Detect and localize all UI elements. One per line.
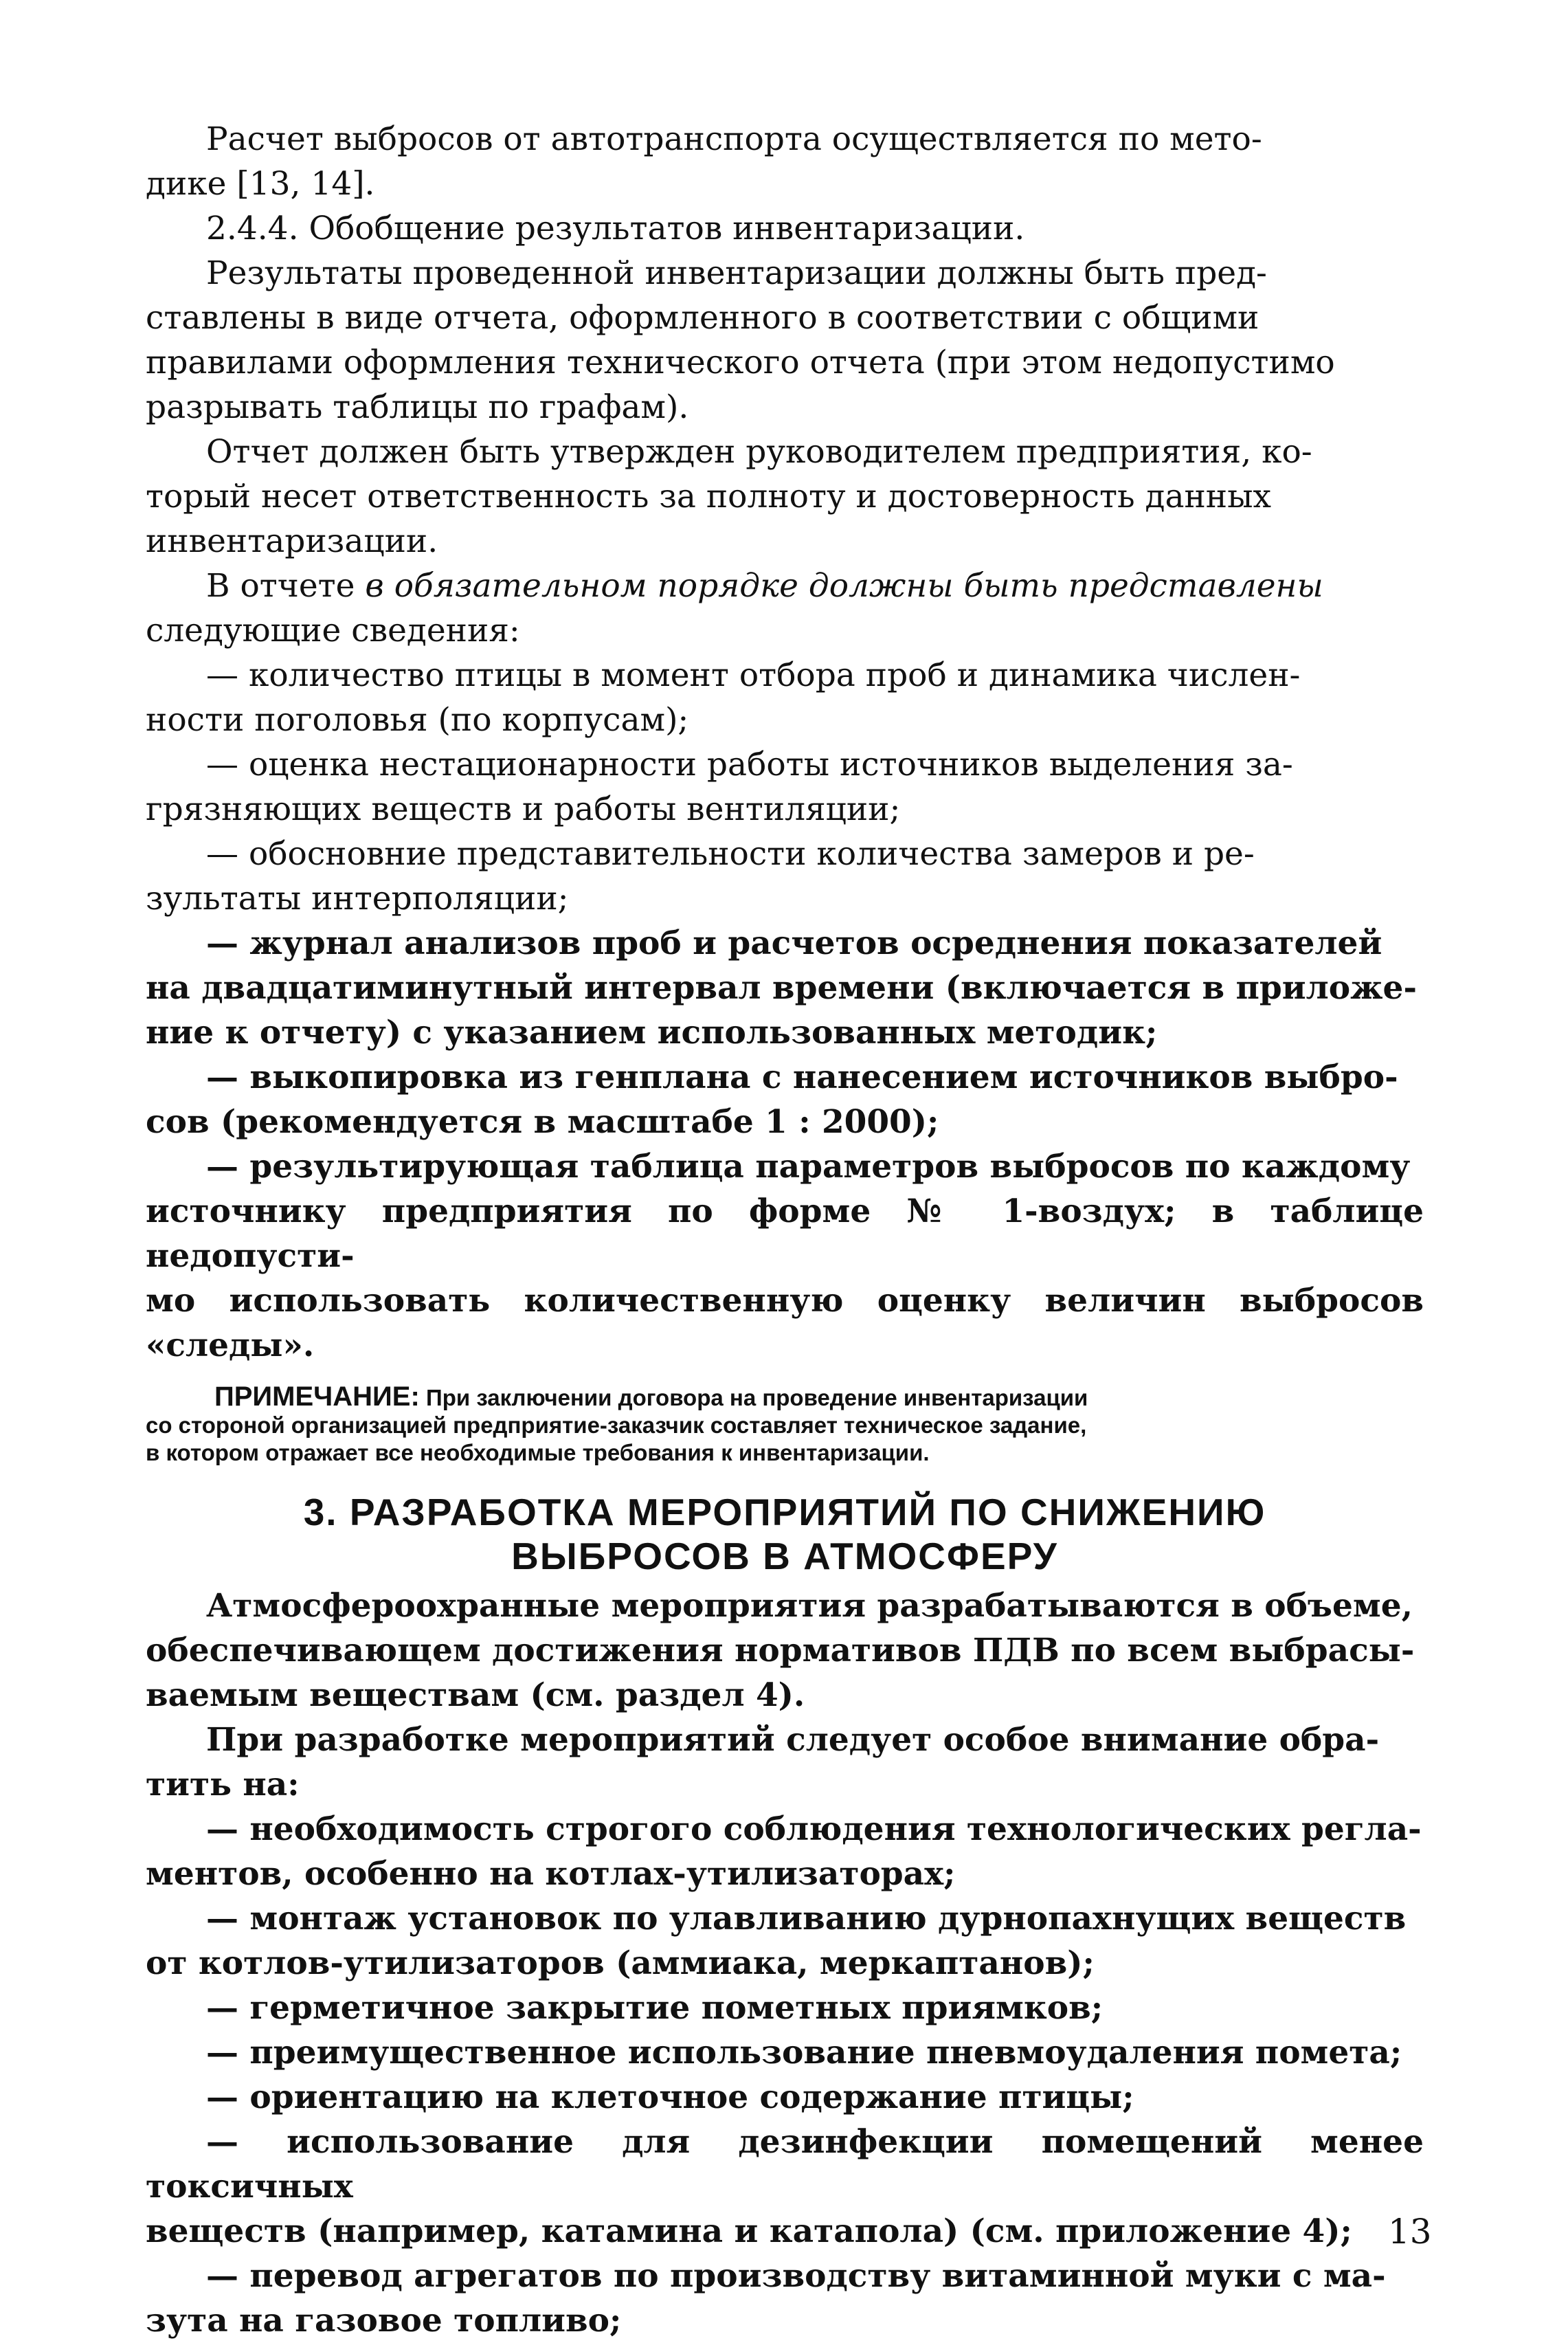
text-line: ваемым веществам (см. раздел 4).: [146, 1676, 805, 1714]
text-line: мо использовать количественную оценку величин выбросов «следы».: [146, 1282, 1424, 1364]
text-line: — обосновние представительности количества замеров и ре-: [206, 835, 1255, 873]
text-line: следующие сведения:: [146, 612, 520, 649]
section-heading-3: [146, 1490, 1424, 1578]
paragraph-measures-scope: [146, 1584, 1424, 1718]
list-item: [146, 2254, 1424, 2343]
text-line: ментов, особенно на котлах-утилизаторах;: [146, 1855, 956, 1893]
text-line: в котором отражает все необходимые требования к инвентаризации.: [146, 1440, 930, 1465]
section-top: [146, 117, 1424, 2343]
text-line: Результаты проведенной инвентаризации должны быть пред-: [206, 254, 1267, 292]
heading-line: ВЫБРОСОВ В АТМОСФЕРУ: [511, 1535, 1058, 1577]
text-line: тить на:: [146, 1766, 300, 1803]
text-line: — перевод агрегатов по производству витаминной муки с ма-: [206, 2257, 1386, 2295]
text-line: При заключении договора на проведение инвентаризации: [419, 1385, 1088, 1410]
text-line: разрывать таблицы по графам).: [146, 388, 689, 426]
paragraph-vehicle-emissions: [146, 117, 1424, 206]
list-item: [146, 1896, 1424, 1986]
paragraph-report-approval: [146, 430, 1424, 564]
text-line: — журнал анализов проб и расчетов осреднения показателей: [206, 924, 1382, 962]
list-item: [146, 1807, 1424, 1896]
text-line: — необходимость строгого соблюдения технологических регла-: [206, 1810, 1422, 1848]
text-line: источнику предприятия по форме № 1-воздух; в таблице недопусти-: [146, 1192, 1424, 1275]
list-item: [146, 1144, 1424, 1368]
text-line: инвентаризации.: [146, 522, 438, 560]
note-block: [146, 1383, 1424, 1467]
note-label: ПРИМЕЧАНИЕ:: [214, 1381, 420, 1412]
text-line: дике [13, 14].: [146, 165, 375, 203]
text-line: правилами оформления технического отчета (при этом недопустимо: [146, 344, 1335, 381]
text-line: — использование для дезинфекции помещений менее токсичных: [146, 2123, 1424, 2206]
page-number: 13: [1388, 2212, 1432, 2252]
paragraph-results-report: [146, 251, 1424, 430]
subsection-heading-2-4-4: 2.4.4. Обобщение результатов инвентаризации.: [206, 210, 1025, 247]
italic-text: в обязательном порядке должны быть представлены: [365, 567, 1323, 605]
list-item: [146, 653, 1424, 742]
heading-line: 3. РАЗРАБОТКА МЕРОПРИЯТИЙ ПО СНИЖЕНИЮ: [303, 1491, 1266, 1533]
list-item: — герметичное закрытие пометных приямков;: [206, 1989, 1104, 2027]
list-item: [146, 1055, 1424, 1144]
text-line: При разработке мероприятий следует особое внимание обра-: [206, 1721, 1380, 1759]
paragraph-special-attention: [146, 1718, 1424, 1807]
list-item: — ориентацию на клеточное содержание птицы;: [206, 2078, 1134, 2116]
text-line: зута на газовое топливо;: [146, 2302, 622, 2340]
text-line: зультаты интерполяции;: [146, 880, 569, 918]
text-line: со стороной организацией предприятие-заказчик составляет техническое задание,: [146, 1412, 1087, 1438]
text-line: — оценка нестационарности работы источников выделения за-: [206, 746, 1293, 784]
text-line: — монтаж установок по улавливанию дурнопахнущих веществ: [206, 1900, 1407, 1937]
text-line: веществ (например, катамина и катапола) (см. приложение 4);: [146, 2212, 1352, 2250]
text-line: от котлов-утилизаторов (аммиака, меркаптанов);: [146, 1944, 1095, 1982]
text-line: сов (рекомендуется в масштабе 1 : 2000);: [146, 1103, 939, 1141]
text-line: В отчете: [206, 567, 366, 605]
text-line: ние к отчету) с указанием использованных методик;: [146, 1014, 1158, 1052]
text-line: — количество птицы в момент отбора проб и динамика числен-: [206, 656, 1301, 694]
text-line: обеспечивающем достижения нормативов ПДВ по всем выбрасы-: [146, 1632, 1415, 1669]
paragraph-required-info: [146, 564, 1424, 653]
text-line: — выкопировка из генплана с нанесением источников выбро-: [206, 1058, 1398, 1096]
text-line: Атмосфероохранные мероприятия разрабатываются в объеме,: [206, 1587, 1413, 1625]
list-item: — преимущественное использование пневмоудаления помета;: [206, 2034, 1402, 2072]
text-line: грязняющих веществ и работы вентиляции;: [146, 790, 901, 828]
text-line: ности поголовья (по корпусам);: [146, 701, 689, 739]
list-item: [146, 832, 1424, 921]
list-item: [146, 921, 1424, 1055]
text-line: ставлены в виде отчета, оформленного в соответствии с общими: [146, 299, 1259, 337]
list-item: [146, 742, 1424, 832]
text-line: — результирующая таблица параметров выбросов по каждому: [206, 1148, 1411, 1186]
text-line: Отчет должен быть утвержден руководителем предприятия, ко-: [206, 433, 1312, 471]
text-line: на двадцатиминутный интервал времени (включается в приложе-: [146, 969, 1417, 1007]
list-item: [146, 2120, 1424, 2254]
text-line: торый несет ответственность за полноту и достоверность данных: [146, 478, 1272, 515]
text-line: Расчет выбросов от автотранспорта осуществляется по мето-: [206, 120, 1262, 158]
